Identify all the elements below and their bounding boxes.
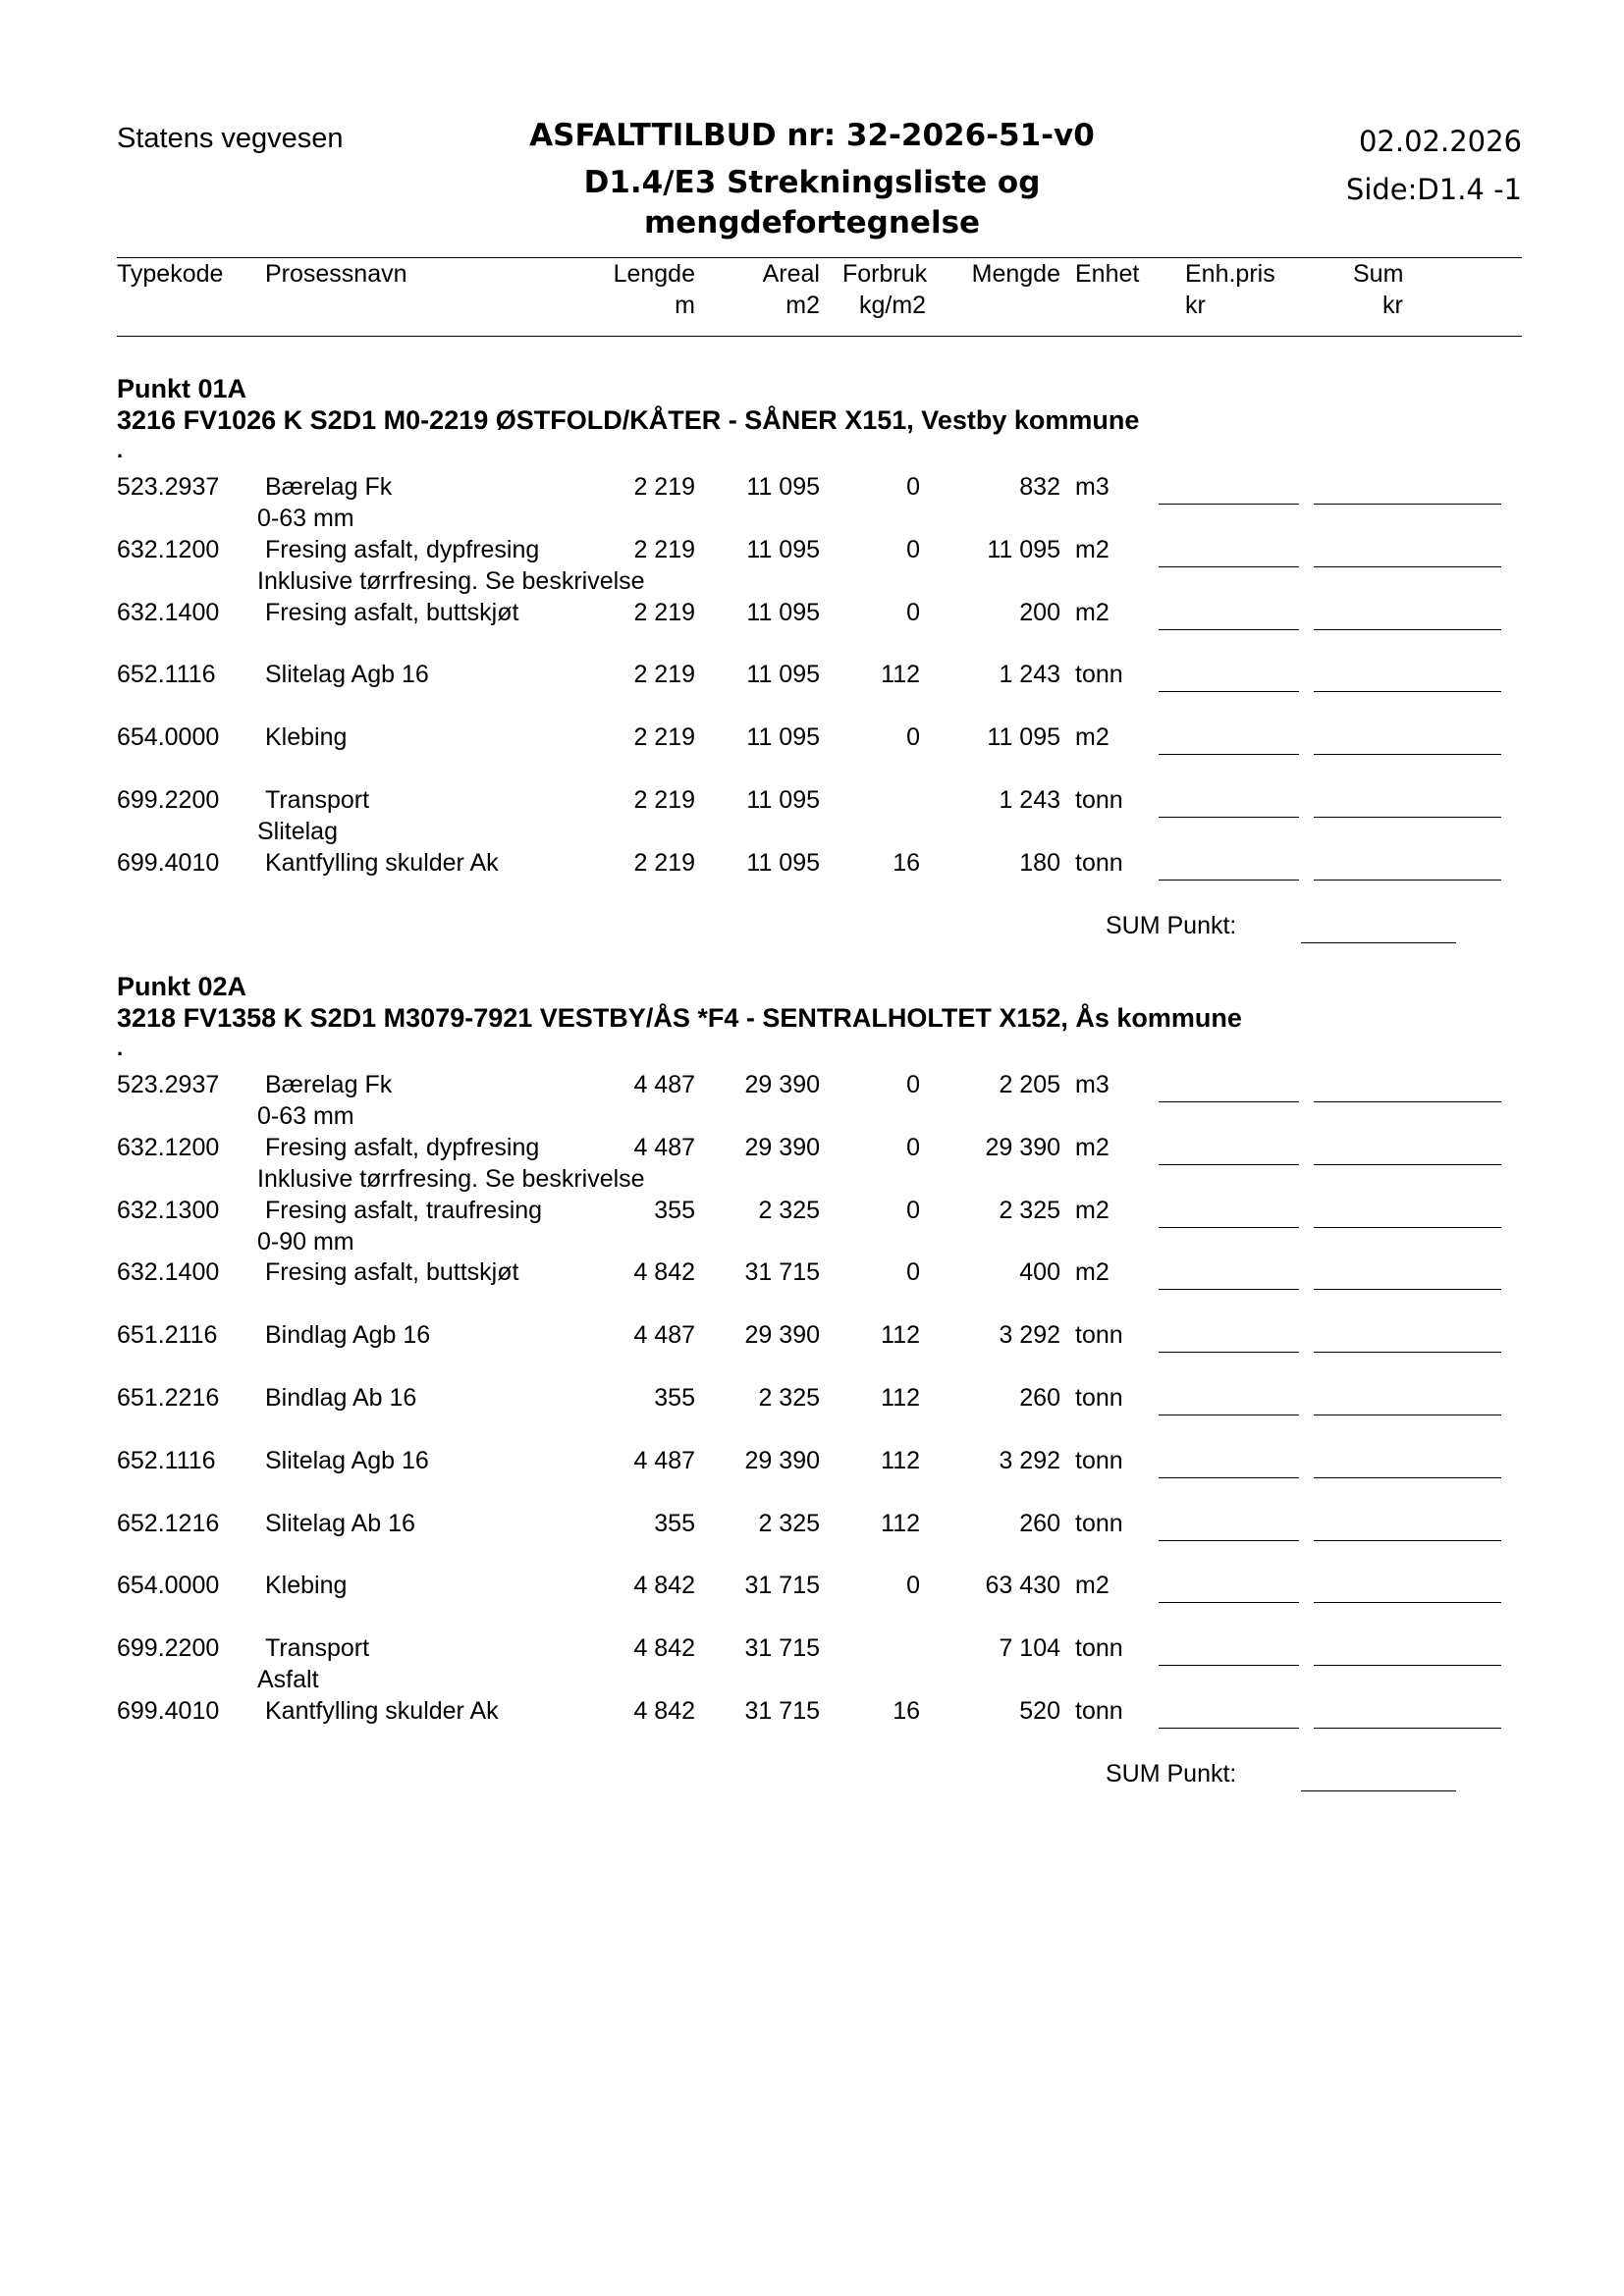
section-description: 3218 FV1358 K S2D1 M3079-7921 VESTBY/ÅS *F4 - SENTRALHOLTET X152, Ås kommune (117, 1003, 1242, 1033)
row-mengde: 1 243 (999, 786, 1060, 814)
row-areal: 31 715 (744, 1258, 820, 1286)
row-mengde: 260 (1019, 1510, 1060, 1537)
line-sum-input[interactable] (1314, 1164, 1501, 1165)
row-mengde: 520 (1019, 1697, 1060, 1725)
row-prosessnavn: Fresing asfalt, traufresing (265, 1197, 543, 1224)
row-enhet: m2 (1075, 723, 1110, 751)
line-sum-input[interactable] (1314, 817, 1501, 818)
row-areal: 11 095 (746, 473, 820, 501)
row-lengde: 4 487 (633, 1321, 695, 1349)
line-sum-input[interactable] (1314, 1289, 1501, 1290)
line-sum-input[interactable] (1314, 1101, 1501, 1102)
col-areal: Areal (762, 260, 820, 288)
col-sum: Sum (1353, 260, 1404, 288)
row-lengde: 4 487 (633, 1134, 695, 1161)
section-description: 3216 FV1026 K S2D1 M0-2219 ØSTFOLD/KÅTER - SÅNER X151, Vestby kommune (117, 405, 1140, 435)
header-rule-bottom (117, 336, 1522, 337)
line-sum-input[interactable] (1314, 754, 1501, 755)
row-prosessnavn: Fresing asfalt, dypfresing (265, 1134, 540, 1161)
row-mengde: 400 (1019, 1258, 1060, 1286)
row-forbruk: 0 (906, 1134, 920, 1161)
line-sum-input[interactable] (1314, 566, 1501, 567)
row-prosessnavn: Transport (265, 786, 370, 814)
row-enhet: m2 (1075, 1134, 1110, 1161)
col-typekode: Typekode (117, 260, 224, 288)
row-prosess-detail: Inklusive tørrfresing. Se beskrivelse (257, 1165, 645, 1193)
row-areal: 11 095 (746, 661, 820, 688)
unit-price-input[interactable] (1159, 1477, 1299, 1478)
row-prosessnavn: Transport (265, 1634, 370, 1662)
row-typekode: 651.2116 (117, 1321, 218, 1349)
row-typekode: 699.2200 (117, 1634, 220, 1662)
row-areal: 2 325 (758, 1197, 820, 1224)
line-sum-input[interactable] (1314, 880, 1501, 881)
row-forbruk: 0 (906, 536, 920, 563)
section-dot: . (117, 438, 124, 462)
row-prosess-detail: 0-90 mm (257, 1228, 354, 1255)
row-areal: 2 325 (758, 1510, 820, 1537)
row-mengde: 11 095 (987, 536, 1060, 563)
header-rule-top (117, 257, 1522, 258)
row-typekode: 699.4010 (117, 1697, 220, 1725)
row-forbruk: 16 (893, 1697, 920, 1725)
row-enhet: tonn (1075, 661, 1123, 688)
row-enhet: tonn (1075, 1447, 1123, 1474)
row-lengde: 4 842 (633, 1634, 695, 1662)
row-prosessnavn: Slitelag Ab 16 (265, 1510, 415, 1537)
sum-punkt-input[interactable] (1301, 1790, 1456, 1791)
row-prosessnavn: Fresing asfalt, buttskjøt (265, 599, 519, 626)
unit-price-input[interactable] (1159, 1164, 1299, 1165)
row-prosessnavn: Kantfylling skulder Ak (265, 1697, 499, 1725)
row-forbruk: 112 (881, 1384, 920, 1412)
row-prosessnavn: Fresing asfalt, dypfresing (265, 536, 540, 563)
col-forbruk-unit: kg/m2 (859, 292, 927, 319)
row-lengde: 4 842 (633, 1572, 695, 1599)
row-prosessnavn: Bærelag Fk (265, 473, 393, 501)
row-prosess-detail: Slitelag (257, 818, 338, 845)
sum-punkt-label: SUM Punkt: (1106, 912, 1237, 939)
row-enhet: tonn (1075, 1384, 1123, 1412)
unit-price-input[interactable] (1159, 754, 1299, 755)
row-forbruk: 112 (881, 1510, 920, 1537)
line-sum-input[interactable] (1314, 1602, 1501, 1603)
row-prosessnavn: Kantfylling skulder Ak (265, 849, 499, 877)
row-lengde: 2 219 (633, 599, 695, 626)
row-areal: 31 715 (744, 1697, 820, 1725)
row-typekode: 632.1300 (117, 1197, 220, 1224)
row-enhet: m2 (1075, 1572, 1110, 1599)
row-lengde: 4 487 (633, 1071, 695, 1098)
row-forbruk: 112 (881, 661, 920, 688)
row-enhet: m2 (1075, 599, 1110, 626)
row-typekode: 652.1116 (117, 661, 216, 688)
col-prosessnavn: Prosessnavn (265, 260, 407, 288)
section-punkt: Punkt 02A (117, 972, 247, 1001)
col-areal-unit: m2 (785, 292, 820, 319)
row-forbruk: 112 (881, 1447, 920, 1474)
row-lengde: 4 842 (633, 1258, 695, 1286)
row-mengde: 63 430 (985, 1572, 1060, 1599)
row-enhet: m2 (1075, 536, 1110, 563)
section-punkt: Punkt 01A (117, 374, 247, 403)
row-enhet: m2 (1075, 1197, 1110, 1224)
row-prosessnavn: Slitelag Agb 16 (265, 1447, 429, 1474)
row-areal: 29 390 (744, 1321, 820, 1349)
line-sum-input[interactable] (1314, 629, 1501, 630)
row-lengde: 2 219 (633, 473, 695, 501)
line-sum-input[interactable] (1314, 1352, 1501, 1353)
row-mengde: 1 243 (999, 661, 1060, 688)
row-mengde: 3 292 (999, 1447, 1060, 1474)
row-enhet: tonn (1075, 1510, 1123, 1537)
sum-punkt-label: SUM Punkt: (1106, 1760, 1237, 1788)
col-sum-unit: kr (1382, 292, 1403, 319)
section-dot: . (117, 1036, 124, 1060)
organization-name: Statens vegvesen (117, 123, 344, 154)
col-enhpris-unit: kr (1185, 292, 1206, 319)
row-areal: 29 390 (744, 1134, 820, 1161)
unit-price-input[interactable] (1159, 880, 1299, 881)
unit-price-input[interactable] (1159, 1665, 1299, 1666)
unit-price-input[interactable] (1159, 1602, 1299, 1603)
document-title: ASFALTTILBUD nr: 32-2026-51-v0 (529, 118, 1095, 153)
row-forbruk: 0 (906, 723, 920, 751)
row-forbruk: 0 (906, 1071, 920, 1098)
row-forbruk: 0 (906, 1258, 920, 1286)
line-sum-input[interactable] (1314, 504, 1501, 505)
row-prosessnavn: Fresing asfalt, buttskjøt (265, 1258, 519, 1286)
row-areal: 31 715 (744, 1572, 820, 1599)
row-prosess-detail: Inklusive tørrfresing. Se beskrivelse (257, 567, 645, 595)
row-enhet: tonn (1075, 786, 1123, 814)
row-lengde: 4 487 (633, 1447, 695, 1474)
row-areal: 29 390 (744, 1071, 820, 1098)
row-typekode: 652.1216 (117, 1510, 220, 1537)
document-date: 02.02.2026 (1358, 125, 1522, 158)
row-lengde: 2 219 (633, 723, 695, 751)
unit-price-input[interactable] (1159, 1101, 1299, 1102)
row-enhet: m3 (1075, 473, 1110, 501)
row-typekode: 654.0000 (117, 1572, 220, 1599)
sum-punkt-input[interactable] (1301, 942, 1456, 943)
line-sum-input[interactable] (1314, 1540, 1501, 1541)
document-subtitle-2: mengdefortegnelse (643, 205, 981, 240)
row-lengde: 2 219 (633, 849, 695, 877)
row-typekode: 632.1400 (117, 599, 220, 626)
unit-price-input[interactable] (1159, 504, 1299, 505)
row-enhet: m3 (1075, 1071, 1110, 1098)
unit-price-input[interactable] (1159, 629, 1299, 630)
col-mengde: Mengde (971, 260, 1060, 288)
row-typekode: 632.1200 (117, 536, 220, 563)
line-sum-input[interactable] (1314, 1728, 1501, 1729)
col-enhet: Enhet (1075, 260, 1140, 288)
row-prosess-detail: 0-63 mm (257, 505, 354, 532)
row-prosessnavn: Bindlag Agb 16 (265, 1321, 431, 1349)
row-areal: 11 095 (746, 849, 820, 877)
row-typekode: 632.1400 (117, 1258, 220, 1286)
row-mengde: 7 104 (999, 1634, 1060, 1662)
row-prosess-detail: Asfalt (257, 1666, 319, 1693)
row-typekode: 523.2937 (117, 473, 220, 501)
row-enhet: tonn (1075, 1697, 1123, 1725)
row-enhet: tonn (1075, 1634, 1123, 1662)
row-mengde: 200 (1019, 599, 1060, 626)
col-lengde-unit: m (675, 292, 695, 319)
row-mengde: 3 292 (999, 1321, 1060, 1349)
row-mengde: 29 390 (985, 1134, 1060, 1161)
unit-price-input[interactable] (1159, 691, 1299, 692)
line-sum-input[interactable] (1314, 1665, 1501, 1666)
row-lengde: 2 219 (633, 786, 695, 814)
row-forbruk: 0 (906, 1572, 920, 1599)
row-typekode: 652.1116 (117, 1447, 216, 1474)
col-lengde: Lengde (613, 260, 695, 288)
row-areal: 11 095 (746, 723, 820, 751)
unit-price-input[interactable] (1159, 566, 1299, 567)
unit-price-input[interactable] (1159, 817, 1299, 818)
row-areal: 11 095 (746, 536, 820, 563)
row-mengde: 180 (1019, 849, 1060, 877)
row-typekode: 651.2216 (117, 1384, 220, 1412)
row-typekode: 632.1200 (117, 1134, 220, 1161)
line-sum-input[interactable] (1314, 1477, 1501, 1478)
row-lengde: 4 842 (633, 1697, 695, 1725)
row-mengde: 2 205 (999, 1071, 1060, 1098)
row-forbruk: 0 (906, 473, 920, 501)
row-lengde: 355 (654, 1510, 695, 1537)
line-sum-input[interactable] (1314, 691, 1501, 692)
row-typekode: 523.2937 (117, 1071, 220, 1098)
row-typekode: 654.0000 (117, 723, 220, 751)
row-forbruk: 16 (893, 849, 920, 877)
row-lengde: 2 219 (633, 661, 695, 688)
row-mengde: 260 (1019, 1384, 1060, 1412)
row-forbruk: 112 (881, 1321, 920, 1349)
row-prosessnavn: Klebing (265, 723, 348, 751)
unit-price-input[interactable] (1159, 1352, 1299, 1353)
page-number: Side:D1.4 -1 (1345, 173, 1522, 206)
row-typekode: 699.4010 (117, 849, 220, 877)
row-enhet: tonn (1075, 1321, 1123, 1349)
col-forbruk: Forbruk (842, 260, 928, 288)
line-sum-input[interactable] (1314, 1227, 1501, 1228)
unit-price-input[interactable] (1159, 1728, 1299, 1729)
row-areal: 11 095 (746, 599, 820, 626)
row-forbruk: 0 (906, 599, 920, 626)
unit-price-input[interactable] (1159, 1540, 1299, 1541)
unit-price-input[interactable] (1159, 1289, 1299, 1290)
row-mengde: 2 325 (999, 1197, 1060, 1224)
row-prosess-detail: 0-63 mm (257, 1102, 354, 1130)
row-enhet: m2 (1075, 1258, 1110, 1286)
row-lengde: 355 (654, 1384, 695, 1412)
row-mengde: 11 095 (987, 723, 1060, 751)
row-lengde: 2 219 (633, 536, 695, 563)
row-areal: 2 325 (758, 1384, 820, 1412)
row-prosessnavn: Klebing (265, 1572, 348, 1599)
col-enhpris: Enh.pris (1185, 260, 1275, 288)
unit-price-input[interactable] (1159, 1227, 1299, 1228)
row-prosessnavn: Bindlag Ab 16 (265, 1384, 417, 1412)
row-typekode: 699.2200 (117, 786, 220, 814)
row-forbruk: 0 (906, 1197, 920, 1224)
row-areal: 31 715 (744, 1634, 820, 1662)
document-subtitle: D1.4/E3 Strekningsliste og (583, 165, 1041, 200)
row-mengde: 832 (1019, 473, 1060, 501)
row-prosessnavn: Bærelag Fk (265, 1071, 393, 1098)
row-prosessnavn: Slitelag Agb 16 (265, 661, 429, 688)
row-areal: 11 095 (746, 786, 820, 814)
row-lengde: 355 (654, 1197, 695, 1224)
row-enhet: tonn (1075, 849, 1123, 877)
row-areal: 29 390 (744, 1447, 820, 1474)
